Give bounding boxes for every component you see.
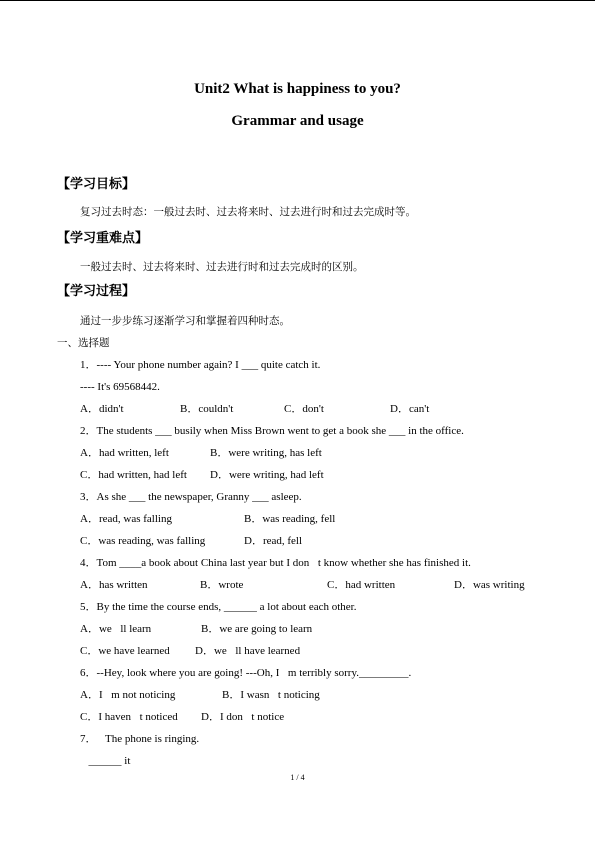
question-2: 2．The students ___ busily when Miss Brown went to get a book she ___ in the office. bbox=[80, 425, 464, 437]
question-4: 4．Tom ____a book about China last year but I don t know whether she has finished it. bbox=[80, 557, 471, 569]
q2-option-a: A．had written, left bbox=[80, 447, 169, 459]
q6-option-b: B．I wasn t noticing bbox=[222, 689, 320, 701]
q5-option-c: C．we have learned bbox=[80, 645, 170, 657]
q3-option-a: A．read, was falling bbox=[80, 513, 172, 525]
q6-option-d: D．I don t notice bbox=[201, 711, 285, 723]
q3-option-c: C．was reading, was falling bbox=[80, 535, 206, 547]
objectives-heading: 【学习目标】 bbox=[57, 177, 136, 192]
question-5: 5．By the time the course ends, ______ a lot about each other. bbox=[80, 601, 357, 613]
question-1-line-2: ---- It's 69568442. bbox=[80, 381, 160, 393]
title-line-2: Grammar and usage bbox=[231, 113, 364, 129]
q2-option-d: D．were writing, had left bbox=[210, 469, 324, 481]
q5-option-b: B．we are going to learn bbox=[201, 623, 313, 635]
q4-option-a: A．has written bbox=[80, 579, 148, 591]
question-7: 7． The phone is ringing.  bbox=[80, 733, 208, 745]
question-6: 6．--Hey, look where you are going! ---Oh, I m terribly sorry._________. bbox=[80, 667, 412, 679]
q6-option-c: C．I haven t noticed bbox=[80, 711, 178, 723]
q4-option-d: D．was writing bbox=[454, 579, 525, 591]
keypoints-heading: 【学习重难点】 bbox=[57, 231, 149, 246]
section-label: 一、选择题 bbox=[57, 337, 110, 349]
q2-option-c: C．had written, had left bbox=[80, 469, 187, 481]
q1-option-d: D．can't bbox=[390, 403, 430, 415]
keypoints-text: 一般过去时、过去将来时、过去进行时和过去完成时的区别。 bbox=[80, 261, 364, 273]
question-1: 1．---- Your phone number again? I ___ quite catch it. bbox=[80, 359, 321, 371]
process-heading: 【学习过程】 bbox=[57, 284, 136, 299]
q6-option-a: A．I m not noticing bbox=[80, 689, 176, 701]
top-border bbox=[0, 0, 595, 1]
q5-option-d: D．we ll have learned bbox=[195, 645, 301, 657]
q3-option-d: D．read, fell bbox=[244, 535, 303, 547]
process-text: 通过一步步练习逐渐学习和掌握着四种时态。 bbox=[80, 315, 290, 327]
question-7-line-2:  ______ it  bbox=[80, 755, 139, 767]
q1-option-b: B．couldn't bbox=[180, 403, 234, 415]
q4-option-b: B．wrote bbox=[200, 579, 244, 591]
q1-option-a: A．didn't bbox=[80, 403, 124, 415]
q1-option-c: C．don't bbox=[284, 403, 324, 415]
q5-option-a: A．we ll learn bbox=[80, 623, 152, 635]
question-3: 3．As she ___ the newspaper, Granny ___ asleep. bbox=[80, 491, 302, 503]
q4-option-c: C．had written bbox=[327, 579, 396, 591]
objectives-text: 复习过去时态：一般过去时、过去将来时、过去进行时和过去完成时等。 bbox=[80, 206, 416, 218]
page-number: 1 / 4 bbox=[290, 773, 305, 782]
q3-option-b: B．was reading, fell bbox=[244, 513, 336, 525]
title-line-1: Unit2 What is happiness to you? bbox=[194, 81, 401, 97]
q2-option-b: B．were writing, has left bbox=[210, 447, 322, 459]
